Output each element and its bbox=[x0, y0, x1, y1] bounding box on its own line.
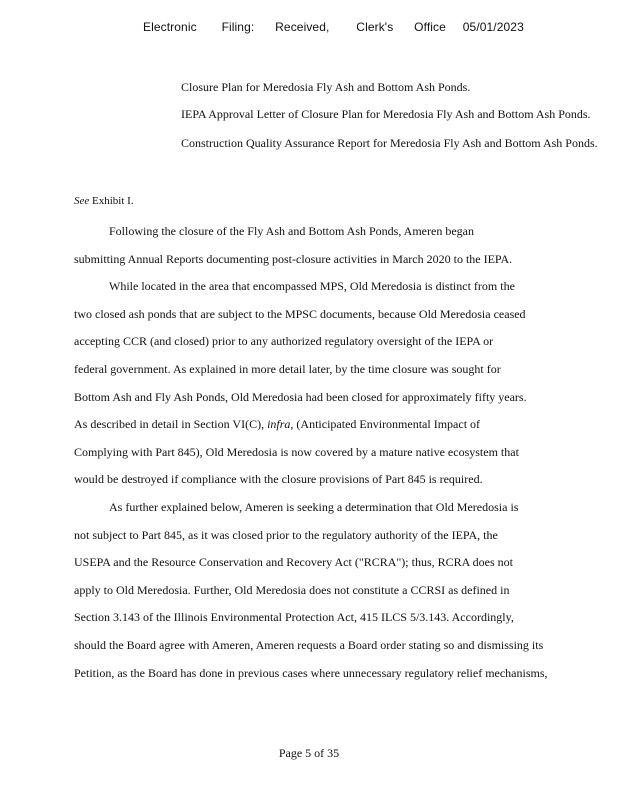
header-word-electronic: Electronic bbox=[143, 20, 197, 34]
header-word-office: Office bbox=[414, 20, 446, 34]
page-number: Page 5 of 35 bbox=[278, 746, 340, 760]
header-word-filing: Filing: bbox=[221, 20, 255, 34]
bullet-text: Closure Plan for Meredosia Fly Ash and Bottom Ash Ponds. bbox=[181, 80, 471, 94]
exhibit-word: Exhibit bbox=[92, 195, 125, 207]
body-text bbox=[74, 218, 594, 687]
paragraph-line: While located in the area that encompassed MPS, Old Meredosia is distinct from the bbox=[109, 279, 515, 294]
exhibit-reference bbox=[74, 195, 134, 207]
header-word-received: Received, bbox=[275, 20, 330, 34]
paragraph-line: should the Board agree with Ameren, Ameren requests a Board order stating so and dismissing its bbox=[74, 637, 544, 652]
paragraph-line: would be destroyed if compliance with the closure provisions of Part 845 is required. bbox=[74, 472, 483, 487]
paragraph-line: As further explained below, Ameren is seeking a determination that Old Meredosia is bbox=[109, 499, 519, 514]
see-word: See bbox=[74, 195, 90, 207]
paragraph-line: not subject to Part 845, as it was closed prior to the regulatory authority of the IEPA, the bbox=[74, 527, 498, 542]
paragraph-line: Complying with Part 845), Old Meredosia is now covered by a mature native ecosystem that bbox=[74, 444, 519, 459]
line-segment: As described in detail in Section VI(C), bbox=[74, 417, 265, 432]
paragraph-line bbox=[74, 411, 594, 439]
paragraph-line: apply to Old Meredosia. Further, Old Meredosia does not constitute a CCRSI as defined in bbox=[74, 582, 510, 597]
bullet-text: IEPA Approval Letter of Closure Plan for Meredosia Fly Ash and Bottom Ash Ponds. bbox=[181, 107, 591, 121]
paragraph-line: Bottom Ash and Fly Ash Ponds, Old Meredosia had been closed for approximately fifty years. bbox=[74, 389, 527, 404]
bullet-item bbox=[160, 101, 600, 128]
paragraph-line: Section 3.143 of the Illinois Environmental Protection Act, 415 ILCS 5/3.143. Accordingly, bbox=[74, 610, 514, 625]
paragraph-line: accepting CCR (and closed) prior to any authorized regulatory oversight of the IEPA or bbox=[74, 334, 494, 349]
paragraph-line: Petition, as the Board has done in previous cases where unnecessary regulatory relief mechanisms, bbox=[74, 665, 548, 680]
bullet-item bbox=[160, 80, 600, 94]
paragraph-line: two closed ash ponds that are subject to the MPSC documents, because Old Meredosia ceased bbox=[74, 306, 526, 321]
line-segment: , (Anticipated Environmental Impact of bbox=[290, 417, 481, 432]
paragraph-line: federal government. As explained in more detail later, by the time closure was sought for bbox=[74, 361, 501, 376]
infra-italic: infra bbox=[267, 417, 291, 432]
exhibit-number: I. bbox=[127, 195, 134, 207]
paragraph-line: submitting Annual Reports documenting post-closure activities in March 2020 to the IEPA. bbox=[74, 251, 513, 266]
exhibit-bullet-list bbox=[160, 80, 600, 150]
paragraph-line: USEPA and the Resource Conservation and Recovery Act ("RCRA"); thus, RCRA does not bbox=[74, 555, 513, 570]
bullet-item bbox=[160, 136, 600, 150]
filing-stamp-header bbox=[143, 20, 524, 34]
paragraph-line: Following the closure of the Fly Ash and Bottom Ash Ponds, Ameren began bbox=[109, 224, 474, 238]
header-date: 05/01/2023 bbox=[462, 20, 524, 34]
header-word-clerks: Clerk's bbox=[356, 20, 394, 34]
bullet-text: Construction Quality Assurance Report for Meredosia Fly Ash and Bottom Ash Ponds. bbox=[181, 136, 598, 150]
